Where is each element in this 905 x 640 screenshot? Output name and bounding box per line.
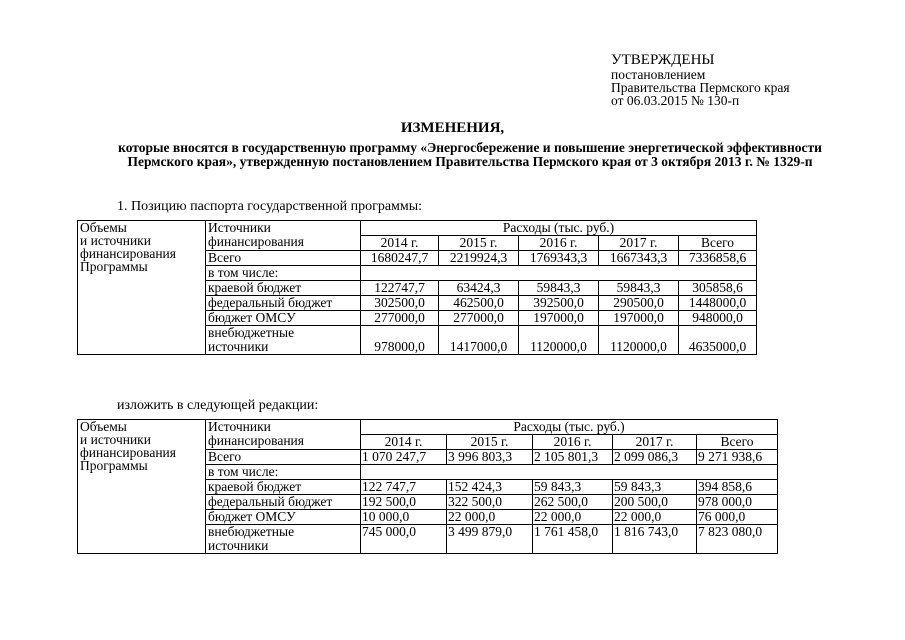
year-header: 2017 г.: [613, 435, 697, 450]
cell-value: 978000,0: [361, 326, 439, 355]
cell-value: 1667343,3: [599, 251, 679, 266]
total-header: Всего: [679, 236, 757, 251]
row-label: Всего: [206, 251, 361, 266]
row-label: [206, 326, 361, 355]
cell-value: 122 747,7: [361, 480, 447, 495]
cell-value: 22 000,0: [613, 510, 697, 525]
document-subtitle: [60, 141, 880, 169]
cell-value: 948000,0: [679, 311, 757, 326]
sources-label: Источники: [208, 220, 271, 235]
sources-label: финансирования: [208, 234, 304, 249]
row-label-line: источники: [208, 538, 269, 553]
cell-value: 302500,0: [361, 296, 439, 311]
objects-label: и источники: [80, 233, 151, 248]
cell-value: 7336858,6: [679, 251, 757, 266]
expenses-header: Расходы (тыс. руб.): [361, 420, 778, 435]
cell-value: 200 500,0: [613, 495, 697, 510]
objects-cell: [78, 420, 206, 554]
table-header-row: [78, 420, 778, 435]
row-label: в том числе:: [206, 266, 361, 281]
row-label: [206, 525, 361, 554]
year-header: 2015 г.: [447, 435, 533, 450]
row-label: краевой бюджет: [206, 281, 361, 296]
subtitle-line: Пермского края», утвержденную постановлением Правительства Пермского края от 3 октября 2013 г. № 1329-п: [127, 154, 813, 169]
row-label: бюджет ОМСУ: [206, 510, 361, 525]
year-header: 2014 г.: [361, 435, 447, 450]
year-header: 2017 г.: [599, 236, 679, 251]
paragraph-new-edition: изложить в следующей редакции:: [117, 398, 319, 413]
cell-value: 1680247,7: [361, 251, 439, 266]
total-header: Всего: [697, 435, 778, 450]
year-header: 2016 г.: [519, 236, 599, 251]
approval-heading: УТВЕРЖДЕНЫ: [611, 52, 715, 68]
cell-value: 394 858,6: [697, 480, 778, 495]
row-label-line: внебюджетные: [208, 325, 295, 340]
cell-value: 152 424,3: [447, 480, 533, 495]
cell-value: 59 843,3: [613, 480, 697, 495]
cell-value: 3 499 879,0: [447, 525, 533, 554]
objects-label: и источники: [80, 432, 151, 447]
cell-value: 4635000,0: [679, 326, 757, 355]
cell-value: 59843,3: [519, 281, 599, 296]
cell-value: 2 099 086,3: [613, 450, 697, 465]
objects-label: Программы: [80, 458, 148, 473]
cell-value: 63424,3: [439, 281, 519, 296]
row-label-line: внебюджетные: [208, 524, 295, 539]
row-label: в том числе:: [206, 465, 361, 480]
table-new-funding: [77, 419, 778, 554]
cell-value: 392500,0: [519, 296, 599, 311]
approval-line: Правительства Пермского края: [611, 80, 790, 95]
cell-value: 1417000,0: [439, 326, 519, 355]
cell-value: 59843,3: [599, 281, 679, 296]
cell-value: 76 000,0: [697, 510, 778, 525]
approval-line: от 06.03.2015 № 130-п: [611, 93, 740, 108]
row-label: краевой бюджет: [206, 480, 361, 495]
cell-value: 1120000,0: [519, 326, 599, 355]
row-label-line: источники: [208, 339, 269, 354]
cell-value: 745 000,0: [361, 525, 447, 554]
cell-value: 277000,0: [361, 311, 439, 326]
objects-label: финансирования: [80, 246, 176, 261]
sources-header: [206, 420, 361, 450]
table-old-funding: [77, 220, 757, 355]
cell-value: 978 000,0: [697, 495, 778, 510]
document-title: ИЗМЕНЕНИЯ,: [400, 120, 505, 136]
empty-cell: [361, 465, 778, 480]
cell-value: 10 000,0: [361, 510, 447, 525]
approval-block: [611, 53, 790, 107]
cell-value: 1 070 247,7: [361, 450, 447, 465]
sources-label: Источники: [208, 419, 271, 434]
cell-value: 197000,0: [599, 311, 679, 326]
row-label: бюджет ОМСУ: [206, 311, 361, 326]
cell-value: 305858,6: [679, 281, 757, 296]
expenses-header: Расходы (тыс. руб.): [361, 221, 757, 236]
cell-value: 462500,0: [439, 296, 519, 311]
cell-value: 290500,0: [599, 296, 679, 311]
cell-value: 7 823 080,0: [697, 525, 778, 554]
sources-label: финансирования: [208, 433, 304, 448]
cell-value: 277000,0: [439, 311, 519, 326]
cell-value: 122747,7: [361, 281, 439, 296]
row-label: Всего: [206, 450, 361, 465]
subtitle-line: которые вносятся в государственную программу «Энергосбережение и повышение энергетической эффективности: [118, 140, 822, 155]
row-label: федеральный бюджет: [206, 296, 361, 311]
year-header: 2015 г.: [439, 236, 519, 251]
empty-cell: [361, 266, 757, 281]
cell-value: 192 500,0: [361, 495, 447, 510]
objects-label: Объемы: [80, 220, 127, 235]
objects-label: финансирования: [80, 445, 176, 460]
cell-value: 1 816 743,0: [613, 525, 697, 554]
cell-value: 1 761 458,0: [533, 525, 613, 554]
cell-value: 1448000,0: [679, 296, 757, 311]
approval-line: постановлением: [611, 67, 706, 82]
row-label: федеральный бюджет: [206, 495, 361, 510]
objects-label: Программы: [80, 259, 148, 274]
sources-header: [206, 221, 361, 251]
objects-cell: [78, 221, 206, 355]
year-header: 2014 г.: [361, 236, 439, 251]
cell-value: 2 105 801,3: [533, 450, 613, 465]
cell-value: 22 000,0: [447, 510, 533, 525]
cell-value: 1769343,3: [519, 251, 599, 266]
cell-value: 1120000,0: [599, 326, 679, 355]
cell-value: 22 000,0: [533, 510, 613, 525]
cell-value: 2219924,3: [439, 251, 519, 266]
cell-value: 59 843,3: [533, 480, 613, 495]
cell-value: 197000,0: [519, 311, 599, 326]
cell-value: 322 500,0: [447, 495, 533, 510]
objects-label: Объемы: [80, 419, 127, 434]
paragraph-position: 1. Позицию паспорта государственной программы:: [117, 199, 423, 214]
cell-value: 9 271 938,6: [697, 450, 778, 465]
year-header: 2016 г.: [533, 435, 613, 450]
cell-value: 3 996 803,3: [447, 450, 533, 465]
cell-value: 262 500,0: [533, 495, 613, 510]
table-header-row: [78, 221, 757, 236]
